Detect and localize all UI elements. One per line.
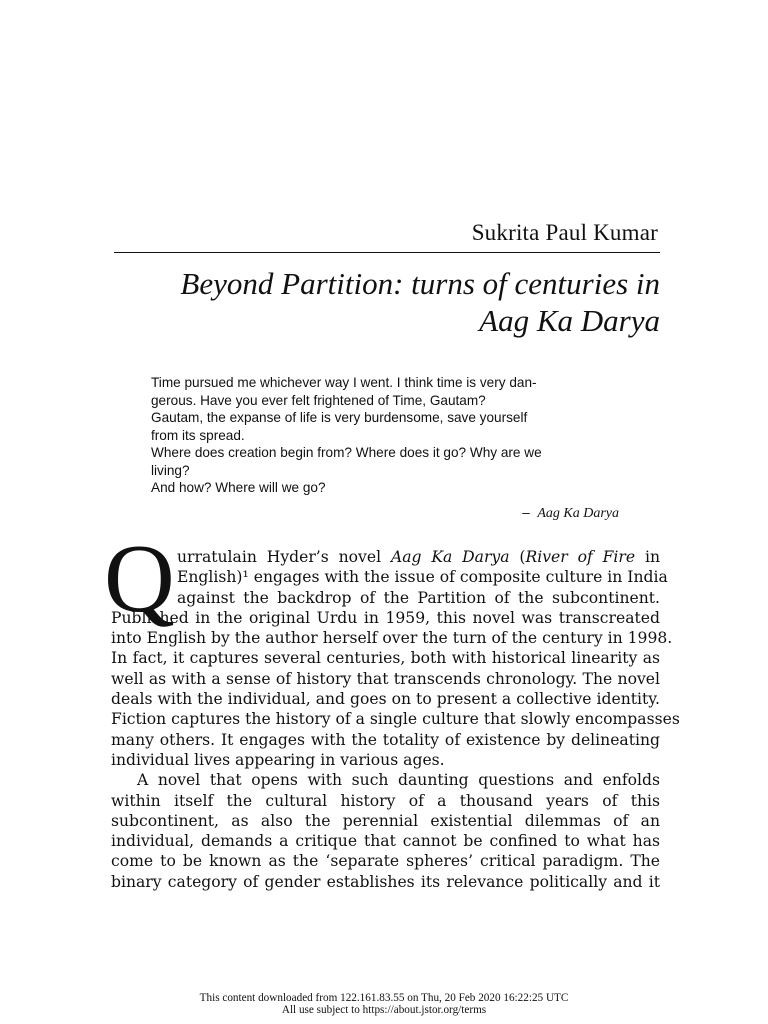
epigraph-line: Where does creation begin from? Where does it go? Why are we [151, 445, 542, 460]
epigraph [151, 374, 621, 497]
attribution-dash: – [522, 505, 530, 520]
body-text-segment: ( [509, 548, 526, 566]
body-text-segment: well as with a sense of history that transcends chronology. The novel [111, 669, 660, 688]
body-line [111, 811, 660, 831]
body-line [111, 750, 660, 770]
epigraph-line: living? [151, 462, 190, 478]
body-text-segment: urratulain Hyder’s novel [177, 548, 391, 566]
epigraph-line: And how? Where will we go? [151, 480, 326, 495]
epigraph-attribution [151, 505, 619, 522]
body-text-segment: against the backdrop of the Partition of the subcontinent. [177, 588, 660, 607]
body-text-segment: come to be known as the ‘separate spheres’ critical paradigm. The [111, 852, 660, 871]
body-text-segment: Fiction captures the history of a single culture that slowly encompasses [111, 710, 680, 729]
drop-cap: Q [104, 525, 175, 633]
body-text-segment: in [635, 548, 660, 566]
body-text-segment: many others. It engages with the totality of existence by delineating [111, 730, 660, 749]
body-line [111, 791, 660, 811]
title-line-2: Aag Ka Darya [479, 303, 660, 338]
body-line [111, 608, 660, 628]
body-line [111, 689, 660, 709]
body-text-segment: Published in the original Urdu in 1959, this novel was transcreated [111, 608, 660, 627]
article-title [100, 265, 660, 339]
footer-terms-line: All use subject to https://about.jstor.org/terms [281, 1004, 487, 1016]
epigraph-line: gerous. Have you ever felt frightened of Time, Gautam? [151, 392, 486, 408]
body-line [111, 648, 660, 668]
title-line-1: Beyond Partition: turns of centuries in [180, 266, 660, 301]
attribution-source: Aag Ka Darya [537, 506, 619, 521]
author-name: Sukrita Paul Kumar [471, 220, 658, 245]
body-text-segment: deals with the individual, and goes on to present a collective identity. [111, 690, 660, 709]
body-text [111, 547, 680, 892]
body-line [111, 851, 660, 871]
body-line [111, 669, 660, 689]
body-text-segment: A novel that opens with such daunting questions and enfolds [137, 771, 660, 790]
footer-download-line: This content downloaded from 122.161.83.55 on Thu, 20 Feb 2020 16:22:25 UTC [199, 992, 569, 1004]
epigraph-line: Time pursued me whichever way I went. I think time is very dan- [151, 375, 537, 390]
body-line [111, 770, 660, 790]
body-line [111, 628, 673, 648]
body-text-segment: into English by the author herself over the turn of the century in 1998. [111, 629, 673, 648]
body-text-segment: English)¹ engages with the issue of composite culture in India [177, 568, 668, 587]
epigraph-line: Gautam, the expanse of life is very burdensome, save yourself [151, 410, 528, 425]
body-line [111, 872, 660, 892]
body-text-segment: individual lives appearing in various ages. [111, 750, 445, 769]
jstor-footer [0, 992, 768, 1016]
epigraph-line: from its spread. [151, 427, 245, 443]
italic-title-text: River of Fire [525, 548, 636, 566]
body-line [111, 567, 668, 587]
body-text-segment: In fact, it captures several centuries, both with historical linearity as [111, 649, 660, 668]
body-line [111, 588, 660, 608]
italic-title-text: Aag Ka Darya [390, 548, 510, 566]
body-line [111, 831, 660, 851]
body-line [111, 730, 660, 750]
body-line [111, 709, 680, 729]
body-text-segment: binary category of gender establishes its relevance politically and it [111, 872, 660, 891]
body-text-segment: within itself the cultural history of a thousand years of this [111, 791, 660, 810]
body-line [111, 547, 660, 567]
title-rule [114, 252, 660, 253]
body-text-segment: individual, demands a critique that cannot be confined to what has [111, 832, 660, 851]
body-text-segment: subcontinent, as also the perennial existential dilemmas of an [111, 811, 660, 830]
